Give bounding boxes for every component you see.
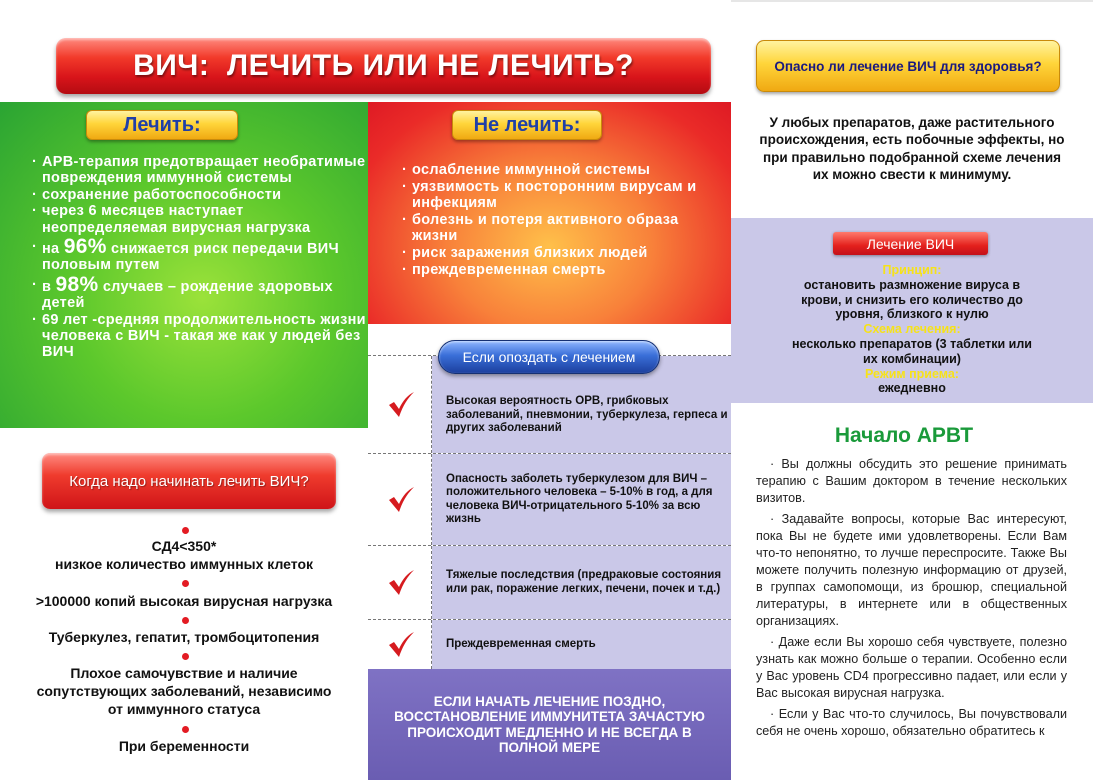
scheme-label: Схема лечения: (863, 322, 961, 337)
treat-item-pre: на (42, 241, 64, 258)
late-treatment-label: Если опоздать с лечением (438, 340, 660, 374)
risk-row (368, 545, 731, 619)
check-cell (368, 454, 432, 545)
risk-row (368, 619, 731, 669)
no-treat-item: · ослабление иммунной системы (402, 162, 727, 179)
criterion: СД4<350* (151, 538, 217, 554)
no-treat-item: · уязвимость к посторонним вирусам и инфекциям (402, 179, 727, 212)
no-treat-label: Не лечить: (452, 110, 602, 140)
risk-text: Тяжелые последствия (предраковые состояния или рак, поражение легких, печени, почек и т.д.) (432, 546, 731, 619)
regime-label: Режим приема: (865, 366, 959, 381)
red-dot-icon (182, 580, 189, 587)
risk-text: Преждевременная смерть (432, 620, 731, 669)
no-treat-item: · болезнь и потеря активного образа жизни (402, 212, 727, 245)
arvt-paragraph: · Вы должны обсудить это решение принимать терапию с Вашим доктором в течение нескольких визитов. (756, 457, 1067, 505)
risk-text: Опасность заболеть туберкулезом для ВИЧ – положительного человека – 5-10% в год, а для человека ВИЧ-отрицательного 5-10% за всю жизнь (432, 454, 731, 545)
treat-item-pre: в (42, 278, 56, 295)
no-treat-item: · риск заражения близких людей (402, 245, 727, 262)
criterion: Туберкулез, гепатит, тромбоцитопения (48, 629, 320, 645)
treat-item-post: случаев – рождение здоровых детей (42, 278, 333, 312)
treat-item: · сохранение работоспособности (32, 187, 367, 203)
check-cell (368, 546, 432, 619)
regime-text: ежедневно (878, 381, 946, 396)
red-dot-icon (182, 617, 189, 624)
criterion: >100000 копий высокая вирусная нагрузка (35, 593, 333, 609)
check-icon (386, 485, 416, 515)
no-treat-item: · преждевременная смерть (402, 262, 727, 279)
treat-item-percent: 96% (63, 235, 107, 259)
treat-label: Лечить: (86, 110, 238, 140)
arvt-paragraph: · Задавайте вопросы, которые Вас интересуют, пока Вы не будете ими удовлетворены. Если Вам что-то непонятно, то лучше переспросите. Также Вы можете получить полезную информацию от друзей, в группах самопомощи, из брошюр, специальной литературы, в интернете или в общественных организациях. (756, 512, 1067, 628)
arvt-paragraph: · Если у Вас что-то случилось, Вы почувствовали себя не очень хорошо, обязательно обратитесь к (756, 707, 1067, 738)
red-dot-icon (182, 653, 189, 660)
check-icon (386, 390, 416, 420)
treatment-details (731, 263, 1093, 396)
top-rule (731, 0, 1093, 2)
arvt-text (756, 456, 1067, 740)
treat-item (32, 272, 367, 312)
danger-text: У любых препаратов, даже растительного происхождения, есть побочные эффекты, но при правильно подобранной схеме лечения их можно свести к минимуму. (759, 115, 1065, 183)
treat-item (32, 235, 367, 274)
treat-item-post: снижается риск передачи ВИЧ половым путем (42, 241, 339, 274)
red-dot-icon (182, 726, 189, 733)
no-treat-list (402, 162, 727, 278)
treat-item-percent: 98% (55, 272, 99, 296)
treatment-label: Лечение ВИЧ (833, 232, 988, 255)
check-cell (368, 356, 432, 453)
treat-item: · АРВ-терапия предотвращает необратимые повреждения иммунной системы (32, 154, 367, 187)
check-cell (368, 620, 432, 669)
criterion: низкое количество иммунных клеток (54, 556, 313, 572)
late-treatment-result: ЕСЛИ НАЧАТЬ ЛЕЧЕНИЕ ПОЗДНО, ВОССТАНОВЛЕНИЕ ИММУНИТЕТА ЗАЧАСТУЮ ПРОИСХОДИТ МЕДЛЕННО И НЕ ВСЕГДА В ПОЛНОЙ МЕРЕ (368, 669, 731, 780)
arvt-title: Начало АРВТ (834, 424, 974, 447)
treat-list (32, 154, 367, 361)
treat-item: · через 6 месяцев наступает неопределяемая вирусная нагрузка (32, 203, 367, 236)
arvt-paragraph: · Даже если Вы хорошо себя чувствуете, полезно узнать как можно больше о терапии. Особенно если у Вас уровень CD4 прогрессивно падает, или если у Вас высокая вирусная нагрузка. (756, 635, 1067, 700)
risk-text: Высокая вероятность ОРВ, грибковых заболеваний, пневмонии, туберкулеза, герпеса и других заболеваний (432, 356, 731, 453)
principle-text: остановить размножение вируса в крови, и снизить его количество до уровня, близкого к нулю (801, 277, 1023, 322)
check-icon (386, 630, 416, 660)
page-title: ВИЧ: ЛЕЧИТЬ ИЛИ НЕ ЛЕЧИТЬ? (56, 38, 711, 94)
treat-item: · 69 лет -средняя продолжительность жизни человека с ВИЧ - такая же как у людей без ВИЧ (32, 312, 367, 361)
criterion: Плохое самочувствие и наличие сопутствующих заболеваний, независимо от иммунного статуса (36, 665, 332, 717)
scheme-text: несколько препаратов (3 таблетки или их комбинации) (792, 336, 1032, 366)
check-icon (386, 568, 416, 598)
when-to-start-label: Когда надо начинать лечить ВИЧ? (42, 453, 336, 509)
risk-row (368, 453, 731, 545)
principle-label: Принцип: (882, 263, 942, 277)
criterion: При беременности (118, 738, 250, 754)
red-dot-icon (182, 527, 189, 534)
danger-label: Опасно ли лечение ВИЧ для здоровья? (756, 40, 1060, 92)
